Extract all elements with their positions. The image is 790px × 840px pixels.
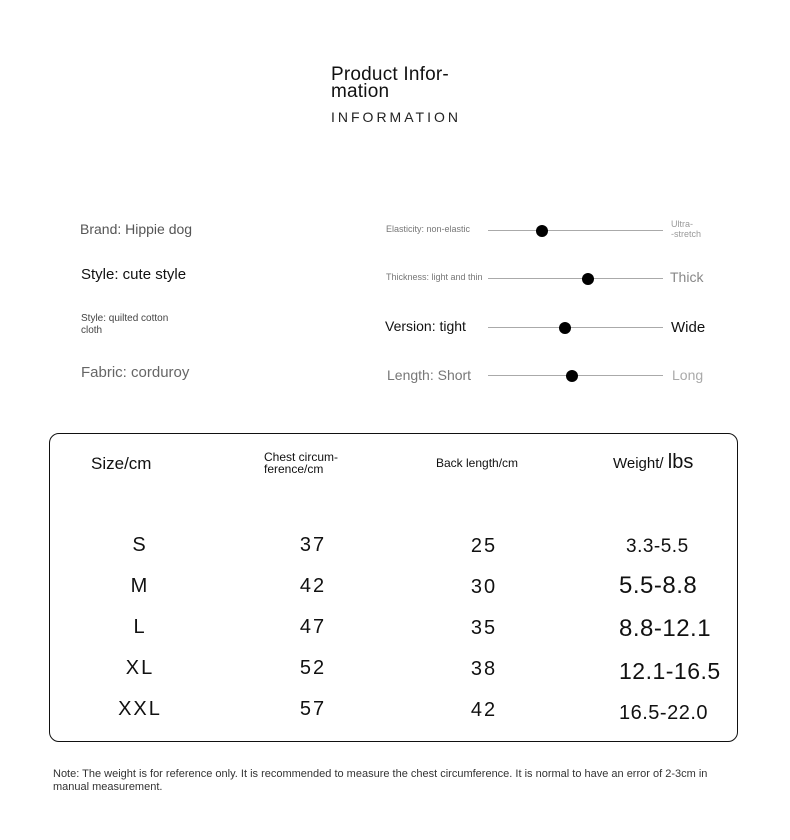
table-cell-size: S: [132, 534, 148, 556]
version-track: [488, 327, 663, 328]
table-cell-chest: 47: [299, 616, 327, 638]
style-material-label: Style: quilted cotton cloth: [81, 313, 169, 336]
table-cell-chest: 37: [299, 534, 327, 556]
elasticity-marker: [536, 225, 548, 237]
table-cell-back: 35: [470, 617, 498, 639]
thickness-track: [488, 278, 663, 279]
brand-label: Brand: Hippie dog: [80, 221, 193, 237]
length-marker: [566, 370, 578, 382]
table-cell-chest: 42: [299, 575, 327, 597]
table-cell-chest: 57: [299, 698, 327, 720]
page-subtitle: INFORMATION: [331, 109, 461, 125]
table-cell-weight: 8.8-12.1: [619, 615, 712, 642]
table-cell-size: XL: [125, 657, 155, 679]
table-cell-weight: 12.1-16.5: [619, 658, 721, 684]
thickness-right-label: Thick: [670, 269, 704, 285]
length-right-label: Long: [672, 367, 704, 383]
chest-column-header: Chest circum- ference/cm: [264, 450, 339, 476]
weight-unit-label: lbs: [667, 451, 694, 473]
table-cell-weight: 5.5-8.8: [619, 572, 698, 599]
page-title-line-2: mation: [331, 81, 390, 102]
version-marker: [559, 322, 571, 334]
page-title-line-1: Product Infor-: [331, 64, 449, 85]
table-cell-chest: 52: [299, 657, 327, 679]
table-cell-back: 38: [470, 658, 498, 680]
thickness-marker: [582, 273, 594, 285]
fabric-label: Fabric: corduroy: [81, 364, 190, 381]
thickness-left-label: Thickness: light and thin: [386, 272, 483, 282]
elasticity-track: [488, 230, 663, 231]
back-length-column-header: Back length/cm: [436, 456, 519, 470]
table-cell-weight: 16.5-22.0: [619, 702, 709, 724]
table-cell-back: 30: [470, 576, 498, 598]
table-cell-size: XXL: [118, 698, 162, 720]
version-left-label: Version: tight: [385, 318, 466, 334]
length-left-label: Length: Short: [387, 367, 472, 383]
elasticity-right-label: Ultra- -stretch: [671, 219, 702, 239]
version-right-label: Wide: [671, 319, 706, 336]
weight-column-header: [613, 451, 693, 474]
size-column-header: Size/cm: [91, 454, 152, 473]
table-cell-weight: 3.3-5.5: [626, 536, 689, 557]
table-cell-back: 25: [470, 535, 498, 557]
table-cell-size: L: [133, 616, 147, 638]
table-cell-back: 42: [470, 699, 498, 721]
measurement-note: Note: The weight is for reference only. It is recommended to measure the chest circumference. It is normal to have an error of 2-3cm in manual measurement.: [53, 768, 708, 793]
elasticity-left-label: Elasticity: non-elastic: [386, 224, 471, 234]
weight-header-label: Weight/: [613, 455, 664, 472]
style-label: Style: cute style: [81, 266, 187, 283]
table-cell-size: M: [130, 575, 150, 597]
